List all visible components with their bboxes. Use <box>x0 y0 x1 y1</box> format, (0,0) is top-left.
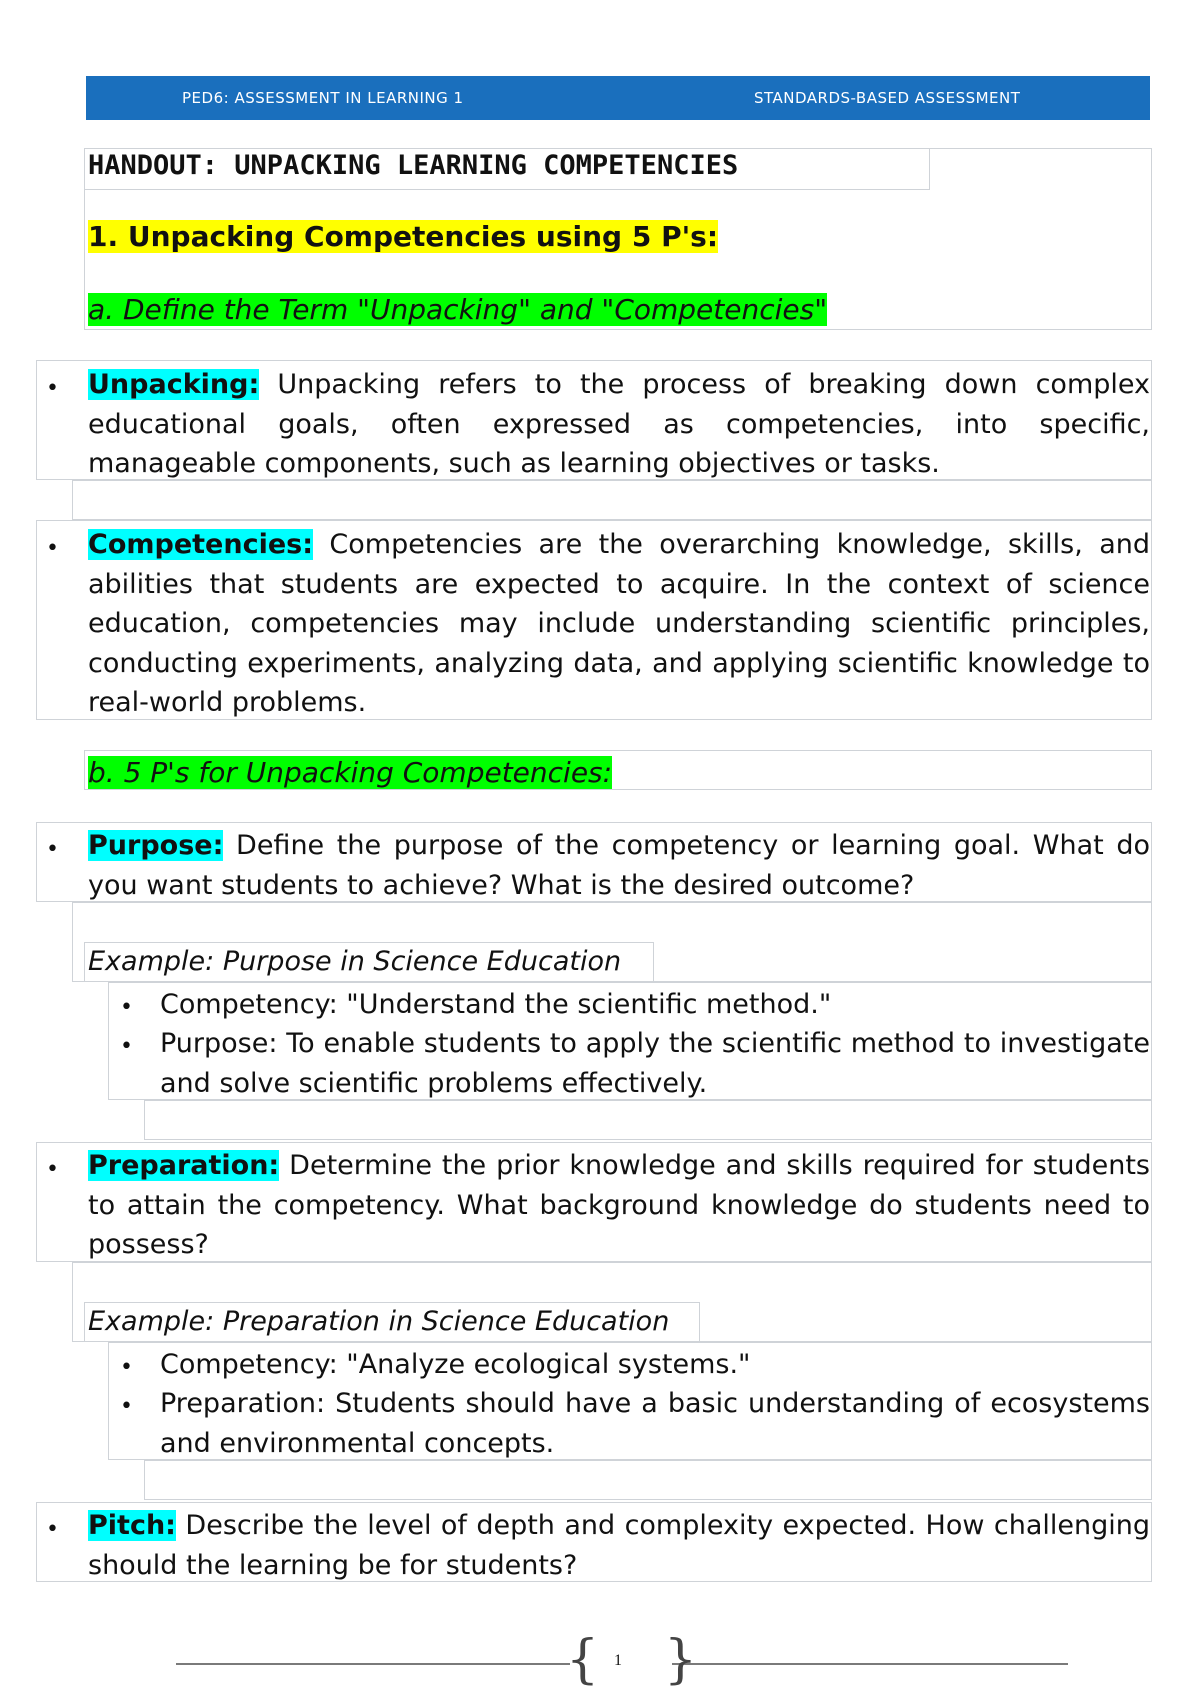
unpacking-text: Unpacking refers to the process of breaking down complex educational goals, often expressed as competencies, into specific, manageable components, such as learning objectives or tasks. <box>88 369 1150 479</box>
footer-rule-left <box>176 1663 570 1665</box>
bullet-icon: • <box>120 995 133 1020</box>
pitch-text: Describe the level of depth and complexity expected. How challenging should the learning be for students? <box>88 1510 1150 1581</box>
bullet-icon: • <box>120 1394 133 1419</box>
preparation-text: Determine the prior knowledge and skills required for students to attain the competency. What background knowledge do students need to possess? <box>88 1150 1150 1260</box>
spacer-frame-2 <box>144 1100 1152 1140</box>
section-b-heading-text: b. 5 P's for Unpacking Competencies: <box>88 756 613 789</box>
competencies-text: Competencies are the overarching knowledge, skills, and abilities that students are expected to acquire. In the context of science education, competencies may include understanding scientific principles, conducting experiments, analyzing data, and applying scientific knowledge to real-world problems. <box>88 529 1150 718</box>
section-1-heading-text: 1. Unpacking Competencies using 5 P's: <box>88 220 719 253</box>
preparation-term: Preparation: <box>88 1150 280 1181</box>
bullet-icon: • <box>46 536 59 561</box>
unpacking-term: Unpacking: <box>88 369 260 400</box>
bullet-icon: • <box>120 1034 133 1059</box>
section-1-heading <box>88 220 718 253</box>
bullet-icon: • <box>46 376 59 401</box>
section-b-heading <box>88 756 612 789</box>
bullet-icon: • <box>46 837 59 862</box>
header-topic: STANDARDS-BASED ASSESSMENT <box>754 89 1021 107</box>
purpose-example-item: Competency: "Understand the scientific method." <box>160 989 832 1020</box>
unpacking-definition <box>88 365 1150 484</box>
bullet-icon: • <box>46 1517 59 1542</box>
preparation-example-item: Preparation: Students should have a basic understanding of ecosystems and environmental concepts. <box>160 1388 1150 1459</box>
pitch-term: Pitch: <box>88 1510 176 1541</box>
purpose-example-item: Purpose: To enable students to apply the scientific method to investigate and solve scientific problems effectively. <box>160 1028 1150 1099</box>
purpose-text: Define the purpose of the competency or learning goal. What do you want students to achieve? What is the desired outcome? <box>88 830 1150 901</box>
purpose-term: Purpose: <box>88 830 224 861</box>
preparation-definition <box>88 1146 1150 1265</box>
spacer-frame-3 <box>144 1460 1152 1500</box>
page-number: 1 <box>614 1652 622 1669</box>
left-brace-icon: { <box>566 1630 600 1690</box>
running-header <box>86 76 1150 120</box>
section-a-heading <box>88 293 827 326</box>
competencies-definition <box>88 525 1150 723</box>
right-brace-icon: } <box>664 1630 698 1690</box>
section-a-heading-text: a. Define the Term "Unpacking" and "Competencies" <box>88 293 828 326</box>
handout-title: HANDOUT: UNPACKING LEARNING COMPETENCIES <box>88 150 739 181</box>
bullet-icon: • <box>120 1355 133 1380</box>
preparation-example-title: Example: Preparation in Science Education <box>88 1306 670 1337</box>
purpose-example-title: Example: Purpose in Science Education <box>88 946 622 977</box>
footer-rule-right <box>672 1663 1068 1665</box>
preparation-example-item: Competency: "Analyze ecological systems." <box>160 1349 751 1380</box>
competencies-term: Competencies: <box>88 529 314 560</box>
spacer-frame-1 <box>72 480 1152 520</box>
bullet-icon: • <box>46 1157 59 1182</box>
header-course-title: PED6: ASSESSMENT IN LEARNING 1 <box>182 89 464 107</box>
purpose-definition <box>88 826 1150 905</box>
pitch-definition <box>88 1506 1150 1585</box>
